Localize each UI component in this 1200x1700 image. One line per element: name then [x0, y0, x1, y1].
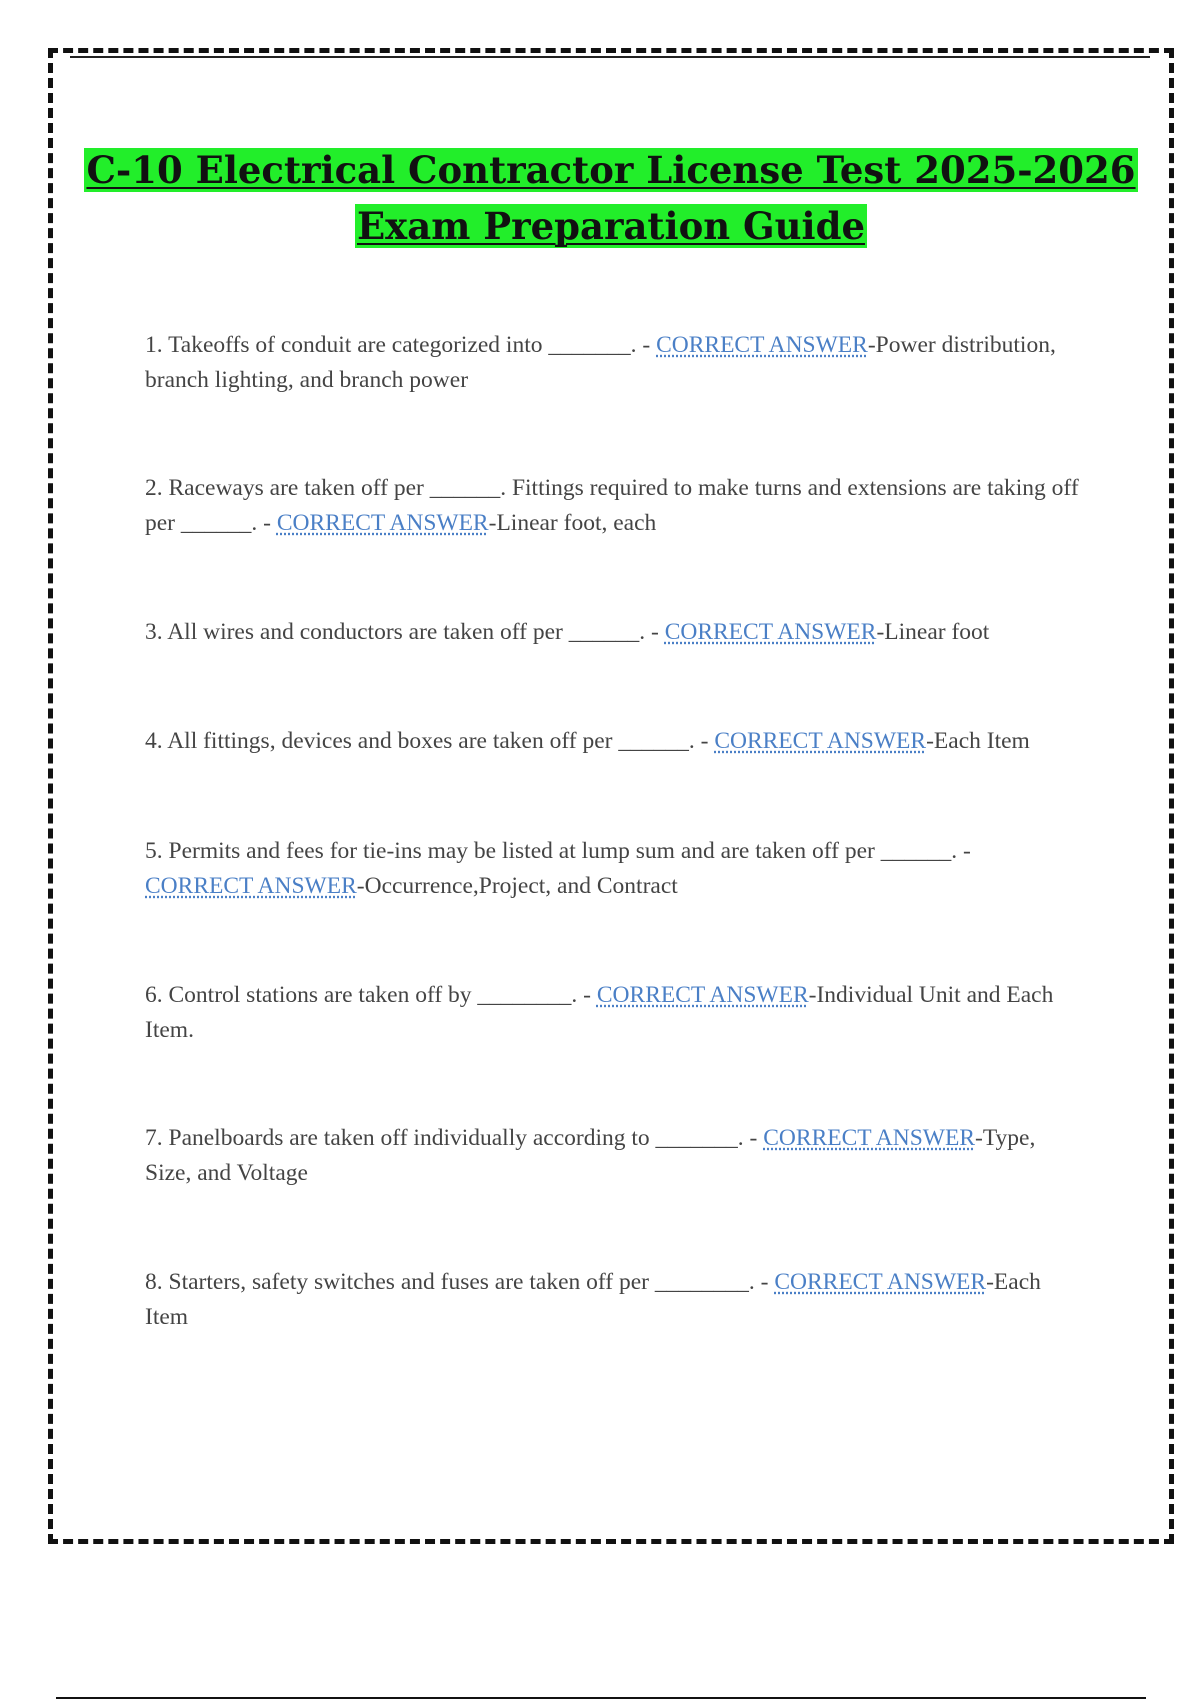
question-4: 4. All fittings, devices and boxes are taken off per ______. - CORRECT ANSWER-Each Item [145, 728, 1030, 754]
question-2: 2. Raceways are taken off per ______. Fittings required to make turns and extensions are taking off per ______. - CORRECT ANSWER-Linear foot, each [145, 475, 1079, 536]
correct-answer-label: CORRECT ANSWER [276, 510, 489, 536]
question-text: 5. Permits and fees for tie-ins may be listed at lump sum and are taken off per ______. - [145, 838, 971, 864]
correct-answer-label: CORRECT ANSWER [596, 982, 809, 1008]
title-line-2: Exam Preparation Guide [356, 204, 865, 248]
correct-answer-label: CORRECT ANSWER [714, 728, 927, 754]
question-5: 5. Permits and fees for tie-ins may be listed at lump sum and are taken off per ______. - CORRECT ANSWER-Occurrence,Project, and Contract [145, 838, 971, 899]
answer-text: Linear foot, each [496, 510, 657, 536]
bottom-rule [56, 1697, 1146, 1699]
correct-answer-label: CORRECT ANSWER [774, 1269, 987, 1295]
answer-text: Each Item [933, 728, 1030, 754]
correct-answer-label: CORRECT ANSWER [656, 332, 868, 358]
question-7: 7. Panelboards are taken off individually according to _______. - CORRECT ANSWER-Type, Size, and Voltage [145, 1125, 1036, 1186]
question-text: 8. Starters, safety switches and fuses are taken off per ________. - [145, 1269, 775, 1295]
question-text: 4. All fittings, devices and boxes are taken off per ______. - [145, 728, 715, 754]
answer-text: Each Item [145, 1269, 1041, 1330]
question-text: 2. Raceways are taken off per ______. Fittings required to make turns and extensions are taking off per ______. - [145, 475, 1079, 536]
answer-text: Individual Unit and Each Item. [145, 982, 1054, 1043]
question-8: 8. Starters, safety switches and fuses are taken off per ________. - CORRECT ANSWER-Each Item [145, 1269, 1041, 1330]
question-text: 7. Panelboards are taken off individually according to _______. - [145, 1125, 764, 1151]
question-text: 6. Control stations are taken off by ________. - [145, 982, 597, 1008]
correct-answer-label: CORRECT ANSWER [664, 619, 877, 645]
top-rule [70, 56, 1150, 58]
question-3: 3. All wires and conductors are taken off per ______. - CORRECT ANSWER-Linear foot [145, 619, 990, 645]
page-title [0, 142, 1200, 254]
answer-text: Linear foot [884, 619, 990, 645]
correct-answer-label: CORRECT ANSWER [145, 873, 357, 899]
answer-text: Power distribution, branch lighting, and branch power [145, 332, 1056, 393]
question-text: 1. Takeoffs of conduit are categorized into _______. - [145, 332, 657, 358]
question-6: 6. Control stations are taken off by ________. - CORRECT ANSWER-Individual Unit and Each Item. [145, 982, 1054, 1043]
answer-text: Type, Size, and Voltage [145, 1125, 1036, 1186]
correct-answer-label: CORRECT ANSWER [763, 1125, 976, 1151]
question-text: 3. All wires and conductors are taken off per ______. - [145, 619, 665, 645]
answer-text: Occurrence,Project, and Contract [364, 873, 678, 899]
title-line-1: C-10 Electrical Contractor License Test 2025-2026 [86, 148, 1136, 192]
question-1: 1. Takeoffs of conduit are categorized into _______. - CORRECT ANSWER-Power distribution, branch lighting, and branch power [145, 332, 1056, 393]
